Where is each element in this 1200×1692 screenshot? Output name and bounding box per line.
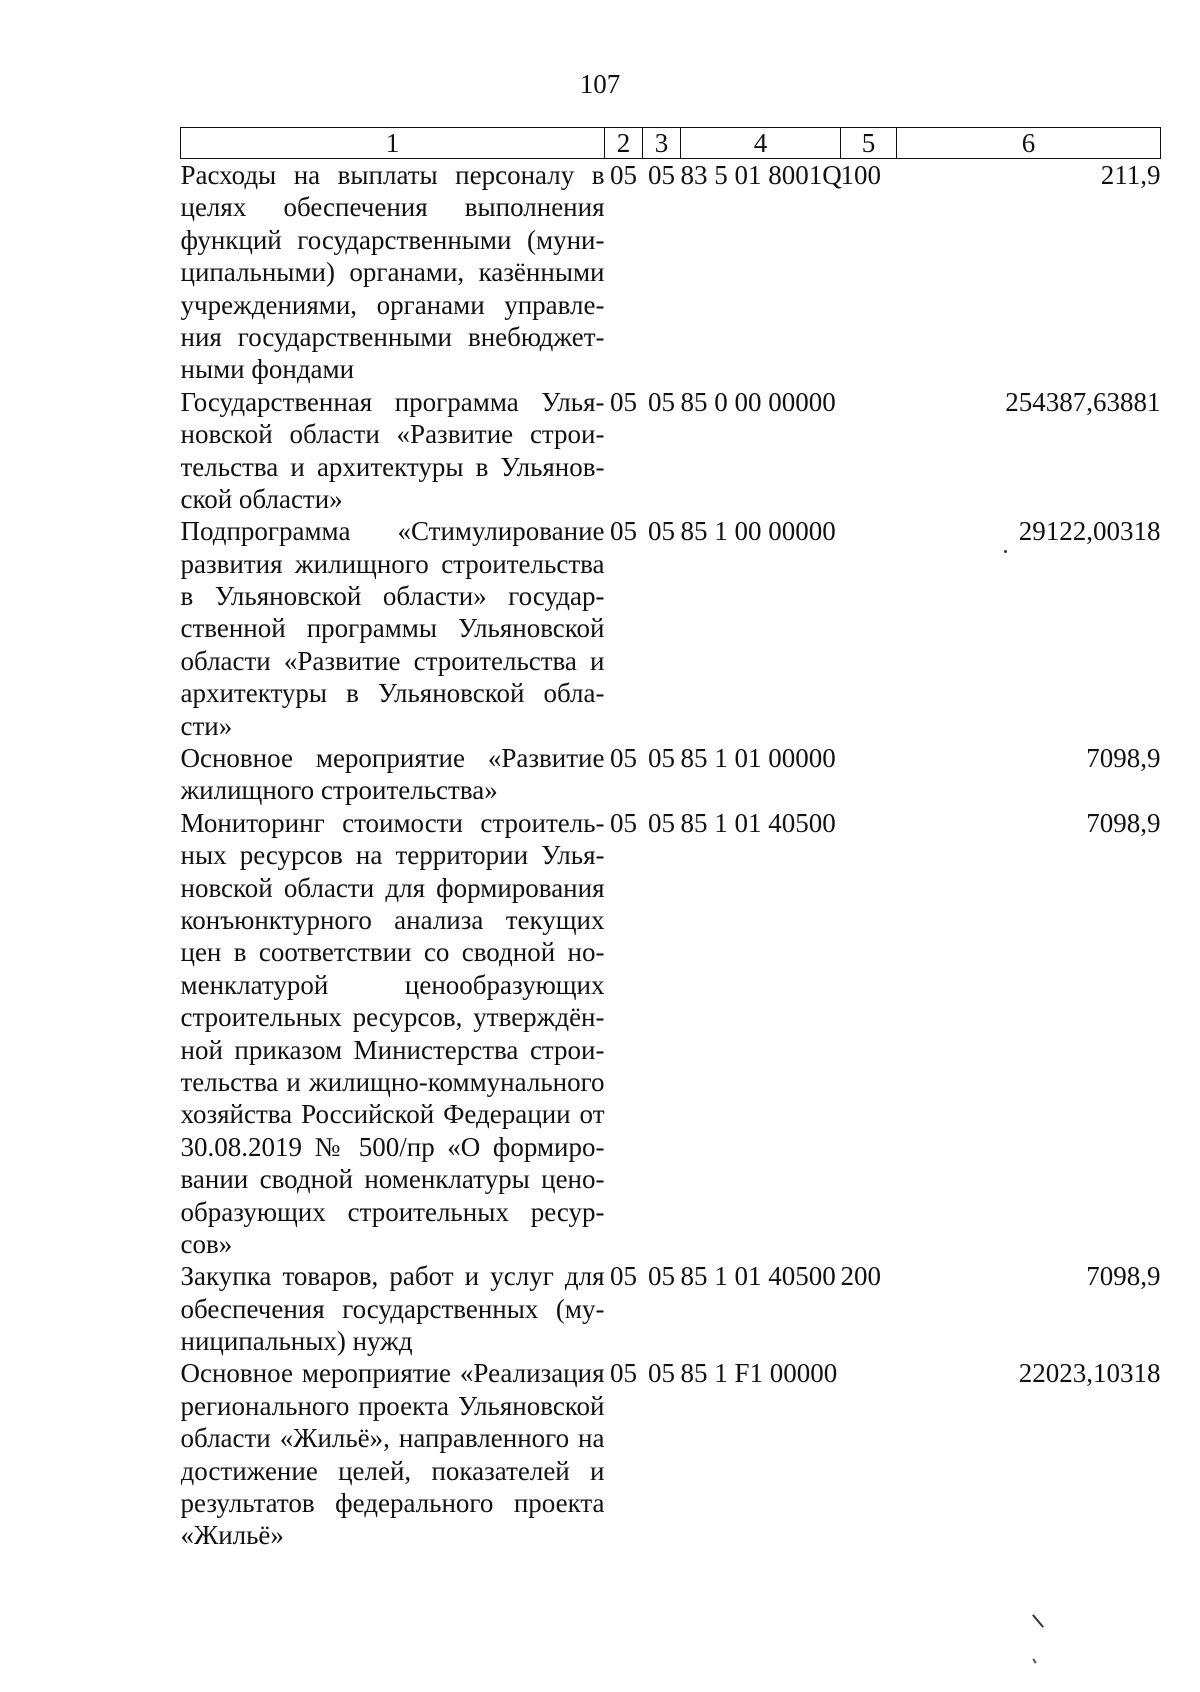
description-line: ниципальных) нужд xyxy=(180,1326,413,1357)
subsection-code: 05 xyxy=(648,516,675,547)
target-article-code: 85 0 00 00000 xyxy=(680,386,836,417)
description-line: Расходы на выплаты персоналу в xyxy=(180,160,605,190)
description-line: ципальными) органами, казёнными xyxy=(180,257,605,288)
description-line: тельства и архитектуры в Ульянов- xyxy=(180,451,605,482)
section-code: 05 xyxy=(610,1261,637,1292)
section-code: 05 xyxy=(610,807,637,838)
amount: 7098,9 xyxy=(1086,743,1161,774)
amount: 7098,9 xyxy=(1086,807,1161,838)
subsection-code: 05 xyxy=(648,1261,675,1292)
description-line: цен в соответствии со сводной но- xyxy=(180,937,605,968)
amount: 22023,10318 xyxy=(1018,1358,1161,1389)
description-line: Основное мероприятие «Развитие xyxy=(180,743,605,774)
description-line: строительных ресурсов, утверждён- xyxy=(180,1002,605,1033)
description-line: вании сводной номенклатуры цено- xyxy=(180,1164,605,1195)
section-code: 05 xyxy=(610,386,637,417)
expense-type-code xyxy=(841,742,897,807)
description-line: ными фондами xyxy=(180,354,355,385)
description-line: ской области» xyxy=(180,483,343,514)
description-line: ния государственными внебюджет- xyxy=(180,321,605,352)
table-body xyxy=(181,159,1161,1552)
description-line: области «Жильё», направленного на xyxy=(180,1423,605,1454)
description-line: Мониторинг стоимости строитель- xyxy=(180,807,605,838)
target-article-code: 85 1 01 00000 xyxy=(680,743,836,774)
description-line: области «Развитие строительства и xyxy=(180,645,605,676)
description-line: Закупка товаров, работ и услуг для xyxy=(180,1261,605,1292)
row-description xyxy=(181,1357,605,1551)
row-description xyxy=(181,159,605,386)
description-line: архитектуры в Ульяновской обла- xyxy=(180,678,605,709)
column-header-4: 4 xyxy=(681,128,841,159)
expense-type-code xyxy=(841,1357,897,1551)
row-description xyxy=(181,386,605,516)
column-header-2: 2 xyxy=(605,128,643,159)
description-line: ственной программы Ульяновской xyxy=(180,613,605,644)
table-row xyxy=(181,742,1161,807)
table-row xyxy=(181,159,1161,386)
column-header-6: 6 xyxy=(897,128,1161,159)
expense-type-code xyxy=(841,386,897,516)
description-line: новской области для формирования xyxy=(180,872,605,903)
description-line: развития жилищного строительства xyxy=(180,548,605,579)
description-line: целях обеспечения выполнения xyxy=(180,192,605,223)
scan-speck xyxy=(1004,550,1007,553)
description-line: образующих строительных ресур- xyxy=(180,1196,605,1227)
column-header-1: 1 xyxy=(181,128,605,159)
subsection-code: 05 xyxy=(648,743,675,774)
target-article-code: 85 1 01 40500 xyxy=(680,1261,836,1292)
table-row xyxy=(181,386,1161,516)
subsection-code: 05 xyxy=(648,1358,675,1389)
description-line: функций государственными (муни- xyxy=(180,224,605,255)
row-description xyxy=(181,742,605,807)
expense-type-code xyxy=(841,515,897,742)
row-description xyxy=(181,515,605,742)
page-number: 107 xyxy=(579,69,621,99)
subsection-code: 05 xyxy=(648,807,675,838)
expense-type-code: 100 xyxy=(840,160,881,190)
row-description xyxy=(181,807,605,1260)
row-description xyxy=(181,1260,605,1357)
scan-mark xyxy=(1032,1614,1044,1628)
description-line: тельства и жилищно-коммунального xyxy=(180,1066,605,1097)
amount: 211,9 xyxy=(1100,160,1161,190)
section-code: 05 xyxy=(610,743,637,774)
description-line: «Жильё» xyxy=(180,1520,284,1551)
subsection-code: 05 xyxy=(648,160,675,190)
section-code: 05 xyxy=(610,160,637,190)
description-line: в Ульяновской области» государ- xyxy=(180,581,605,612)
description-line: учреждениями, органами управле- xyxy=(180,289,605,320)
description-line: новской области «Развитие строи- xyxy=(180,419,605,450)
expense-type-code: 200 xyxy=(840,1261,881,1292)
description-line: результатов федерального проекта xyxy=(180,1488,605,1519)
description-line: Подпрограмма «Стимулирование xyxy=(180,516,605,547)
description-line: ной приказом Министерства строи- xyxy=(180,1034,605,1065)
target-article-code: 85 1 F1 00000 xyxy=(680,1358,838,1389)
section-code: 05 xyxy=(610,516,637,547)
target-article-code: 85 1 00 00000 xyxy=(680,516,836,547)
column-header-5: 5 xyxy=(841,128,897,159)
description-line: сов» xyxy=(180,1228,233,1259)
column-header-3: 3 xyxy=(643,128,681,159)
description-line: хозяйства Российской Федерации от xyxy=(180,1099,605,1130)
description-line: конъюнктурного анализа текущих xyxy=(180,904,605,935)
table-row xyxy=(181,1357,1161,1551)
description-line: 30.08.2019 № 500/пр «О формиро- xyxy=(180,1131,605,1162)
description-line: регионального проекта Ульяновской xyxy=(180,1390,605,1421)
section-code: 05 xyxy=(610,1358,637,1389)
expense-type-code xyxy=(841,807,897,1260)
description-line: обеспечения государственных (му- xyxy=(180,1293,605,1324)
target-article-code: 85 1 01 40500 xyxy=(680,807,836,838)
budget-table xyxy=(180,127,1161,1552)
description-line: сти» xyxy=(180,710,233,741)
description-line: жилищного строительства» xyxy=(180,775,498,806)
subsection-code: 05 xyxy=(648,386,675,417)
description-line: Основное мероприятие «Реализация xyxy=(180,1358,605,1389)
description-line: достижение целей, показателей и xyxy=(180,1455,605,1486)
column-number-header xyxy=(181,128,1161,159)
table-row xyxy=(181,1260,1161,1357)
amount: 29122,00318 xyxy=(1018,516,1161,547)
table-row xyxy=(181,515,1161,742)
table-row xyxy=(181,807,1161,1260)
description-line: ных ресурсов на территории Улья- xyxy=(180,840,605,871)
description-line: Государственная программа Улья- xyxy=(180,386,605,417)
amount: 254387,63881 xyxy=(1005,386,1161,417)
target-article-code: 83 5 01 8001Q xyxy=(680,160,842,190)
scan-mark xyxy=(1032,1658,1036,1663)
description-line: менклатурой ценообразующих xyxy=(180,969,605,1000)
amount: 7098,9 xyxy=(1086,1261,1161,1292)
